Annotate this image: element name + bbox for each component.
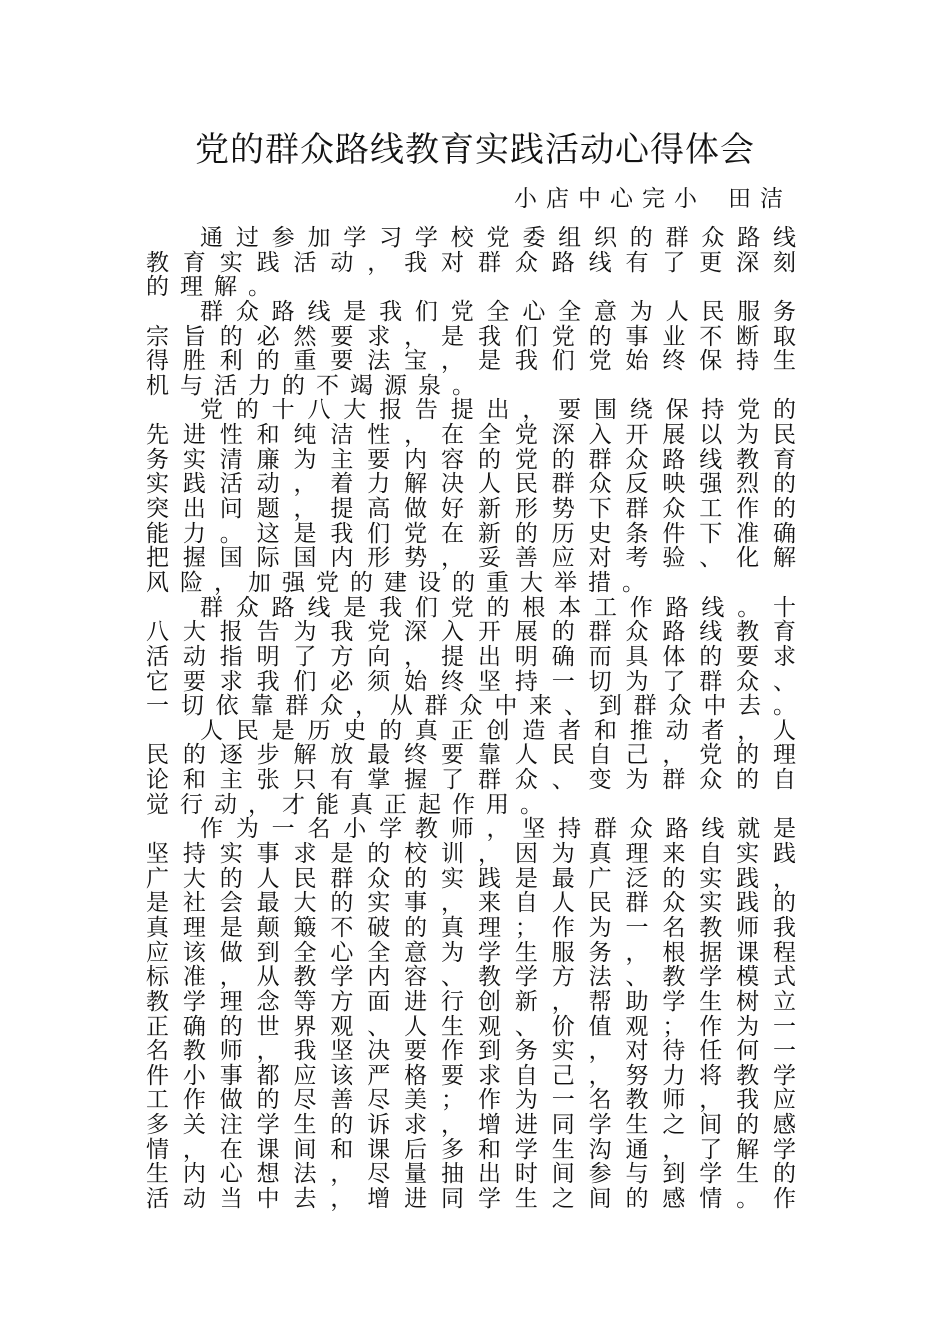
body-text-line: 标准，从教学内容、教学方法、教学模式 (146, 964, 796, 991)
body-text-line: 突出问题，提高做好新形势下群众工作的 (146, 496, 796, 523)
body-text-line: 教学理念等方面进行创新，帮助学生树立 (146, 988, 796, 1015)
body-text-line: 群众路线是我们党的根本工作路线。十 (200, 594, 796, 621)
body-text-line: 先进性和纯洁性，在全党深入开展以为民 (146, 422, 796, 449)
author-name: 田洁 (728, 186, 792, 212)
body-text-line: 实践活动，着力解决人民群众反映强烈的 (146, 471, 796, 498)
document-title: 党的群众路线教育实践活动心得体会 (195, 130, 755, 170)
body-text-line: 机与活力的不竭源泉。 (146, 372, 486, 399)
body-text-line: 广大的人民群众的实践是最广泛的实践， (146, 865, 796, 892)
body-text-line: 真理是颠簸不破的真理；作为一名教师我 (146, 914, 796, 941)
body-text-line: 一切依靠群众，从群众中来、到群众中去。 (146, 693, 796, 720)
body-text-line: 应该做到全心全意为学生服务，根据课程 (146, 939, 796, 966)
body-text-line: 务实清廉为主要内容的党的群众路线教育 (146, 446, 796, 473)
body-text-line: 风险，加强党的建设的重大举措。 (146, 569, 656, 596)
body-text-line: 坚持实事求是的校训，因为真理来自实践 (146, 841, 796, 868)
body-text-line: 能力。这是我们党在新的历史条件下准确 (146, 520, 796, 547)
body-text-line: 件小事都应该严格要求自己，努力将教学 (146, 1062, 796, 1089)
body-text-line: 正确的世界观、人生观、价值观；作为一 (146, 1013, 796, 1040)
body-text-line: 教育实践活动，我对群众路线有了更深刻 (146, 249, 796, 276)
body-text-line: 通过参加学习学校党委组织的群众路线 (200, 225, 796, 251)
author-school: 小店中心完小 (514, 186, 706, 212)
body-text-line: 党的十八大报告提出，要围绕保持党的 (200, 397, 796, 424)
body-text-line: 把握国际国内形势，妥善应对考验、化解 (146, 545, 796, 572)
body-text-line: 情，在课间和课后多和学生沟通，了解学 (146, 1136, 796, 1163)
document-body (146, 226, 796, 1212)
body-text-line: 生内心想法，尽量抽出时间参与到学生的 (146, 1161, 796, 1188)
body-text-line: 宗旨的必然要求，是我们党的事业不断取 (146, 323, 796, 350)
body-text-line: 活动指明了方向，提出明确而具体的要求 (146, 643, 796, 670)
author-line (0, 184, 792, 214)
body-text-line: 它要求我们必须始终坚持一切为了群众、 (146, 668, 796, 695)
body-text-line: 人民是历史的真正创造者和推动者，人 (200, 717, 796, 744)
body-text-line: 活动当中去，增进同学生之间的感情。作 (146, 1185, 796, 1212)
body-text-line: 民的逐步解放最终要靠人民自己，党的理 (146, 742, 796, 769)
body-text-line: 觉行动，才能真正起作用。 (146, 791, 554, 818)
body-text-line: 群众路线是我们党全心全意为人民服务 (200, 298, 796, 325)
body-text-line: 名教师，我坚决要作到务实，对待任何一 (146, 1038, 796, 1065)
body-text-line: 的理解。 (146, 274, 282, 301)
body-text-line: 多关注学生的诉求，增进同学生之间的感 (146, 1112, 796, 1139)
body-text-line: 工作做的尽善尽美；作为一名教师，我应 (146, 1087, 796, 1114)
body-text-line: 是社会最大的实事，来自人民群众实践的 (146, 890, 796, 917)
body-text-line: 八大报告为我党深入开展的群众路线教育 (146, 619, 796, 646)
body-text-line: 论和主张只有掌握了群众、变为群众的自 (146, 767, 796, 794)
body-text-line: 作为一名小学教师，坚持群众路线就是 (200, 816, 796, 843)
body-text-line: 得胜利的重要法宝，是我们党始终保持生 (146, 348, 796, 375)
